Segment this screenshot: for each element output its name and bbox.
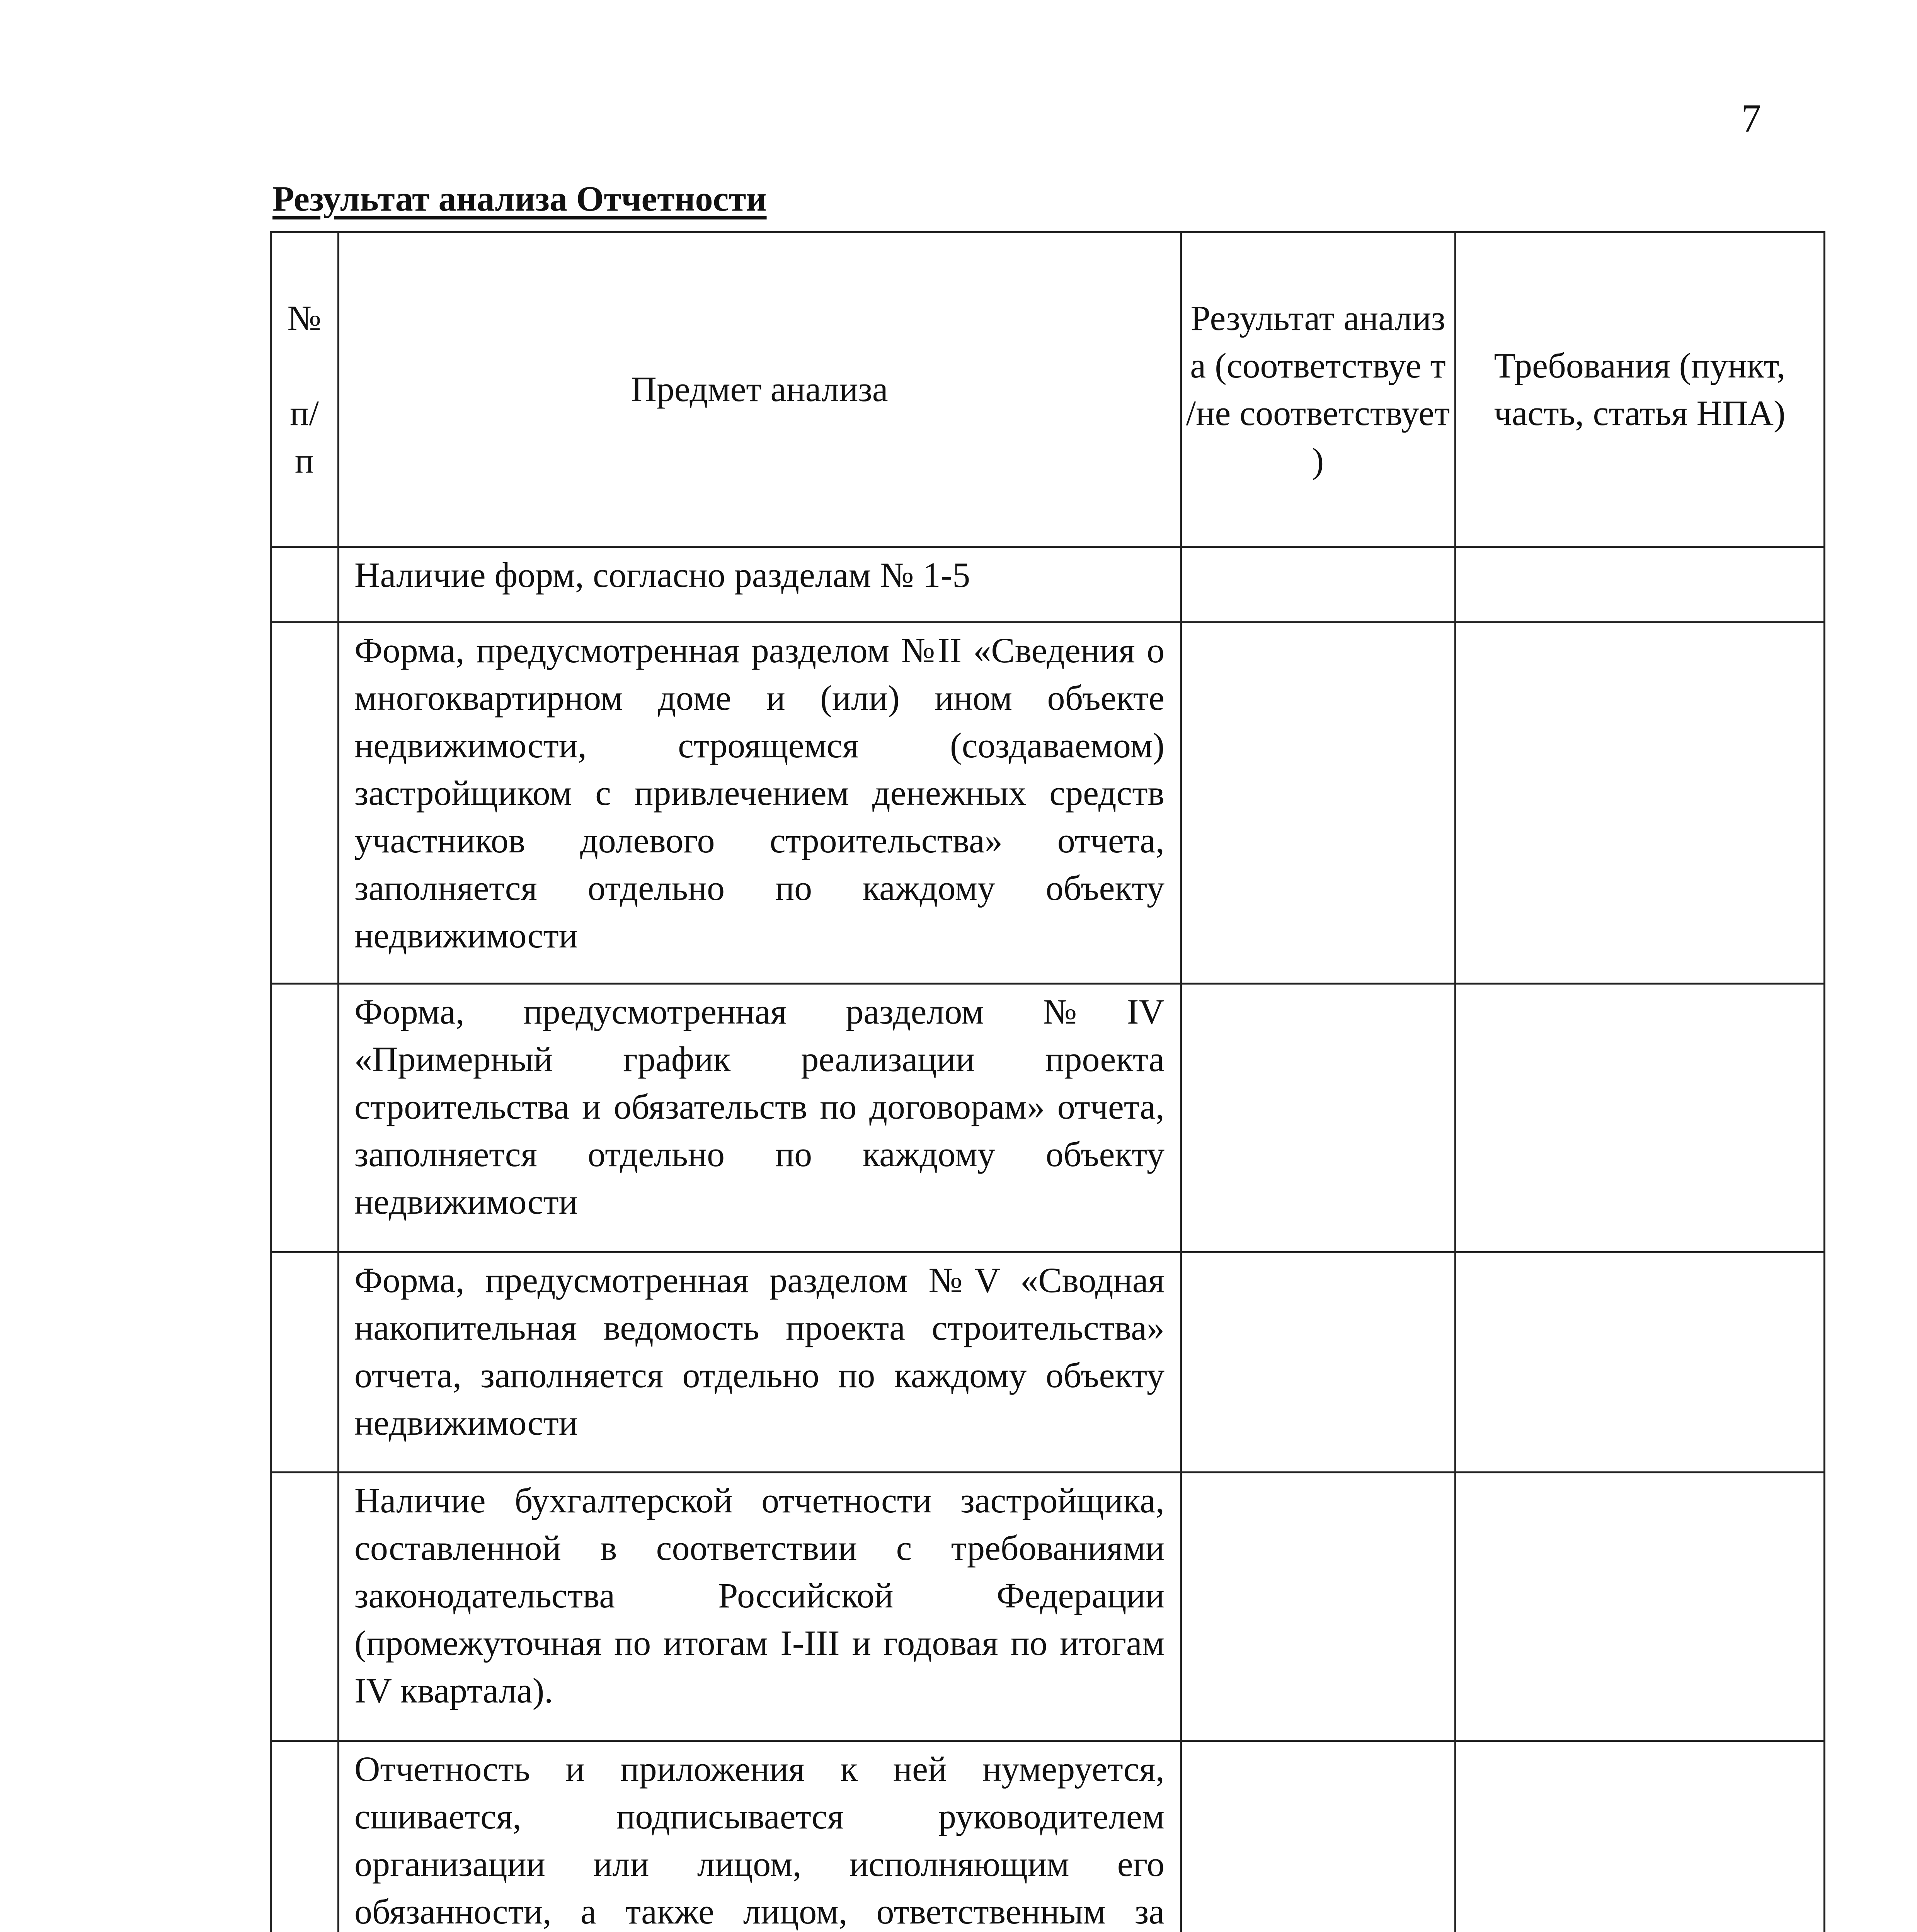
table-row-subject: Форма, предусмотренная разделом №IV «Примерный график реализации проекта строительства и обязательств по договорам» отчета, заполняется отдельно по каждому объекту недвижимости [354, 992, 1165, 1221]
table-row-subject: Наличие бухгалтерской отчетности застройщика, составленной в соответствии с требованиями законодательства Российской Федерации (промежуточная по итогам I-III и годовая по итогам IV квартала). [354, 1481, 1165, 1710]
table-border [271, 1740, 1825, 1742]
table-border [271, 1471, 1825, 1473]
table-border [271, 546, 1825, 548]
table-border [270, 231, 272, 1932]
table-border [337, 231, 339, 1932]
table-border [271, 1251, 1825, 1253]
table-row-subject: Форма, предусмотренная разделом №V «Сводная накопительная ведомость проекта строительства» отчета, заполняется отдельно по каждому объекту недвижимости [354, 1260, 1165, 1442]
header-subject-cell: Предмет анализа [631, 369, 888, 409]
table-border [1823, 231, 1825, 1932]
table-border [1454, 231, 1456, 1932]
page-number: 7 [1741, 96, 1761, 141]
table-border [271, 983, 1825, 985]
table-border [271, 231, 1825, 233]
table-row-subject: Форма, предусмотренная разделом №II «Сведения о многоквартирном доме и (или) ином объекте недвижимости, строящемся (создаваемом) застройщиком с привлечением денежных средств участников долевого строительства» отчета, заполняется отдельно по каждому объекту недвижимости [354, 631, 1165, 955]
table-row-subject: Наличие форм, согласно разделам № 1-5 [354, 555, 970, 595]
document-title: Результат анализа Отчетности [272, 179, 767, 218]
table-border [1180, 231, 1182, 1932]
table-border [271, 621, 1825, 623]
header-result-cell: Результат анализа (соответствуе т /не соответствует ) [1186, 298, 1450, 480]
table-row-subject: Отчетность и приложения к ней нумеруется, сшивается, подписывается руководителем организации или лицом, исполняющим его обязанности, а также лицом, ответственным за [354, 1749, 1165, 1931]
header-requirements-cell: Требования (пункт, часть, статья НПА) [1494, 345, 1786, 433]
header-num-cell: № п/ п [287, 298, 322, 480]
